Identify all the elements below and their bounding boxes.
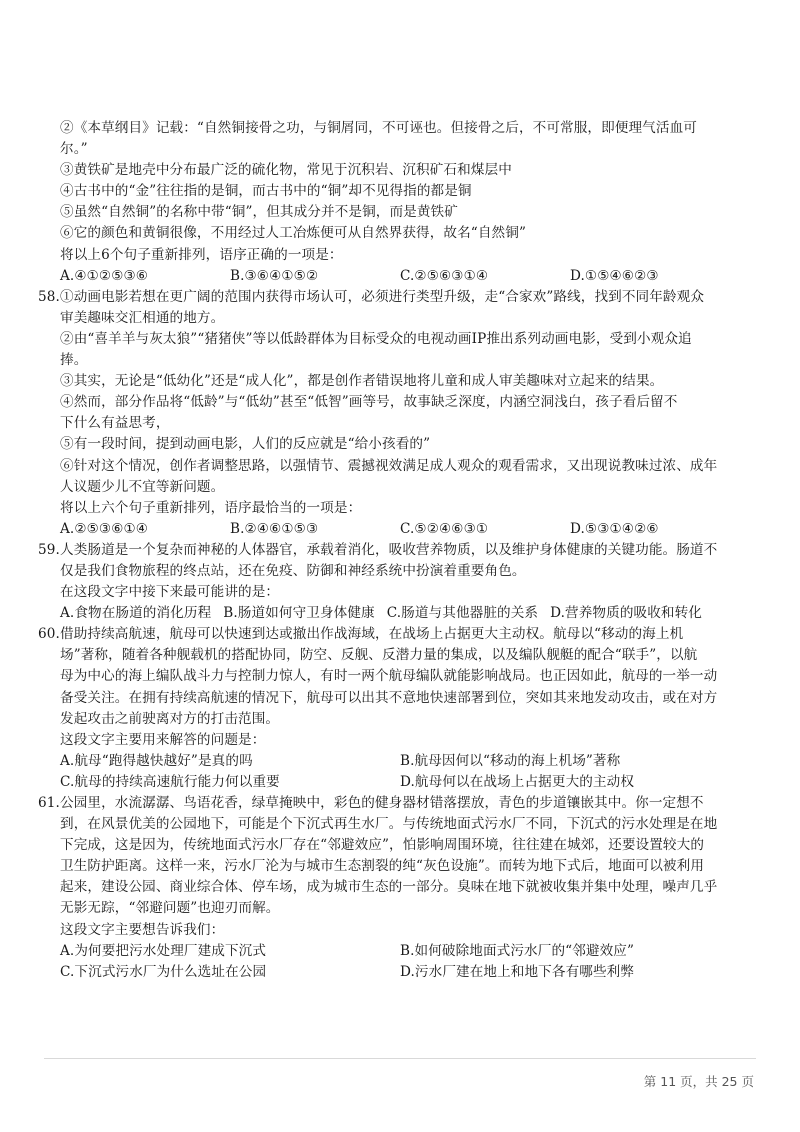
question-59: [38, 540, 763, 624]
q58-sentence-3: ③其实，无论是“低幼化”还是“成人化”，都是创作者错误地将儿童和成人审美趣味对立起来的结果。: [60, 373, 664, 390]
q60-options-row-2: [38, 772, 763, 793]
q60-option-c[interactable]: C.航母的持续高速航行能力何以重要: [60, 773, 280, 790]
q59-option-a[interactable]: A.食物在肠道的消化历程: [60, 605, 212, 622]
q60-prompt: 这段文字主要用来解答的问题是：: [60, 731, 266, 748]
q58-prompt: 将以上六个句子重新排列，语序最恰当的一项是：: [60, 499, 362, 516]
q58-sentence-2: ②由“喜羊羊与灰太狼”“猪猪侠”等以低龄群体为目标受众的电视动画IP推出系列动画电影，受到小观众追: [60, 330, 692, 347]
q61-text-line-2: 到，在风景优美的公园地下，可能是个下沉式再生水厂。与传统地面式污水厂不同，下沉式的污水处理是在地: [60, 816, 718, 833]
q61-options-row-1: [38, 941, 763, 962]
q61-option-a[interactable]: A.为何要把污水处理厂建成下沉式: [60, 942, 267, 959]
q59-text-line-2: 仅是我们食物旅程的终点站，还在免疫、防御和神经系统中扮演着重要角色。: [60, 562, 526, 579]
q57-sentence-3: ③黄铁矿是地壳中分布最广泛的硫化物，常见于沉积岩、沉积矿石和煤层中: [60, 162, 512, 179]
q59-options: [38, 603, 763, 624]
q60-text-line-5: 发起攻击之前驶离对方的打击范围。: [60, 710, 280, 727]
q57-sentence-5: ⑤虽然“自然铜”的名称中带“铜”，但其成分并不是铜，而是黄铁矿: [60, 204, 458, 221]
q57-sentence-2-cont: 尔。”: [60, 141, 88, 158]
q61-prompt: 这段文字主要想告诉我们：: [60, 921, 225, 938]
question-61: [38, 793, 763, 983]
q60-number: 60.: [38, 626, 60, 643]
q58-option-c[interactable]: C.⑤②④⑥③①: [400, 520, 489, 537]
q59-prompt: 在这段文字中接下来最可能讲的是：: [60, 584, 280, 601]
q58-sentence-4-cont: 下什么有益思考，: [60, 415, 170, 432]
q61-text-line-5: 起来，建设公园、商业综合体、停车场，成为城市生态的一部分。臭味在地下就被收集并集中处理，噪声几乎: [60, 879, 718, 896]
q60-text-line-1: 借助持续高航速，航母可以快速到达或撤出作战海域，在战场上占据更大主动权。航母以“移动的海上机: [60, 626, 684, 643]
q57-sentence-6: ⑥它的颜色和黄铜很像，不用经过人工冶炼便可从自然界获得，故名“自然铜”: [60, 225, 526, 242]
q61-option-d[interactable]: D.污水厂建在地上和地下各有哪些利弊: [400, 963, 635, 980]
q59-number: 59.: [38, 541, 60, 558]
q58-sentence-6: ⑥针对这个情况，创作者调整思路，以强情节、震撼视效满足成人观众的观看需求，又出现说教味过浓、成年: [60, 457, 718, 474]
question-60: [38, 624, 763, 793]
q60-option-b[interactable]: B.航母因何以“移动的海上机场”著称: [400, 752, 621, 769]
q57-option-b[interactable]: B.③⑥④①⑤②: [230, 267, 319, 284]
q58-options: [38, 519, 763, 540]
question-58: [38, 287, 763, 540]
q58-sentence-1: ①动画电影若想在更广阔的范围内获得市场认可，必须进行类型升级，走“合家欢”路线，找到不同年龄观众: [60, 288, 705, 305]
q57-option-a[interactable]: A.④①②⑤③⑥: [60, 267, 149, 284]
q57-option-d[interactable]: D.①⑤④⑥②③: [570, 267, 659, 284]
q58-sentence-6-cont: 人议题少儿不宜等新问题。: [60, 478, 225, 495]
q59-option-b[interactable]: B.肠道如何守卫身体健康: [223, 605, 375, 622]
q57-prompt: 将以上6个句子重新排列，语序正确的一项是：: [60, 246, 343, 263]
q57-option-c[interactable]: C.②⑤⑥③①④: [400, 267, 489, 284]
q61-number: 61.: [38, 795, 60, 811]
q57-sentence-4: ④古书中的“金”往往指的是铜，而古书中的“铜”却不见得指的都是铜: [60, 183, 472, 200]
q58-sentence-4: ④然而，部分作品将“低龄”与“低幼”甚至“低智”画等号，故事缺乏深度，内涵空洞浅白，孩子看后留不: [60, 394, 678, 411]
page-number: 第 11 页，共 25 页: [643, 1074, 754, 1089]
q60-option-a[interactable]: A.航母“跑得越快越好”是真的吗: [60, 752, 253, 769]
q61-options-row-2: [38, 962, 763, 983]
q58-number: 58.: [38, 288, 60, 305]
q61-option-c[interactable]: C.下沉式污水厂为什么选址在公园: [60, 963, 267, 980]
q58-sentence-1-cont: 审美趣味交汇相通的地方。: [60, 309, 225, 326]
q61-text-line-4: 卫生防护距离。这样一来，污水厂沦为与城市生态割裂的纯“灰色设施”。而转为地下式后，地面可以被利用: [60, 858, 705, 875]
q59-option-d[interactable]: D.营养物质的吸收和转化: [550, 605, 702, 622]
q60-text-line-4: 备受关注。在拥有持续高航速的情况下，航母可以出其不意地快速部署到位，突如其来地发动攻击，或在对方: [60, 689, 718, 706]
q61-text-line-1: 公园里，水流潺潺、鸟语花香，绿草掩映中，彩色的健身器材错落摆放，青色的步道镶嵌其中。你一定想不: [60, 795, 704, 811]
q59-text-line-1: 人类肠道是一个复杂而神秘的人体器官，承载着消化，吸收营养物质，以及维护身体健康的关键功能。肠道不: [60, 541, 718, 558]
footer-divider: [44, 1058, 756, 1059]
q58-sentence-5: ⑤有一段时间，提到动画电影，人们的反应就是“给小孩看的”: [60, 436, 431, 453]
q58-option-b[interactable]: B.②④⑥①⑤③: [230, 520, 319, 537]
q61-option-b[interactable]: B.如何破除地面式污水厂的“邻避效应”: [400, 942, 635, 959]
page-content: [38, 118, 763, 983]
q60-options-row-1: [38, 751, 763, 772]
q61-text-line-3: 下完成，这是因为，传统地面式污水厂存在“邻避效应”，怕影响周围环境，往往建在城郊，还要设置较大的: [60, 837, 705, 854]
question-57: [38, 118, 763, 287]
q60-text-line-3: 母为中心的海上编队战斗力与控制力惊人，有时一两个航母编队就能影响战局。也正因如此，航母的一举一动: [60, 668, 718, 685]
q61-text-line-6: 无影无踪，“邻避问题”也迎刃而解。: [60, 900, 280, 917]
q58-sentence-2-cont: 捧。: [60, 352, 88, 369]
q59-option-c[interactable]: C.肠道与其他器脏的关系: [386, 605, 539, 622]
q58-option-a[interactable]: A.②⑤③⑥①④: [60, 520, 149, 537]
q60-option-d[interactable]: D.航母何以在战场上占据更大的主动权: [400, 773, 635, 790]
q57-options: [38, 266, 763, 287]
q60-text-line-2: 场”著称，随着各种舰载机的搭配协同，防空、反舰、反潜力量的集成，以及编队舰艇的配合“联手”，以航: [60, 647, 698, 664]
q58-option-d[interactable]: D.⑤③①④②⑥: [570, 520, 659, 537]
q57-sentence-2: ②《本草纲目》记载：“自然铜接骨之功，与铜屑同，不可诬也。但接骨之后，不可常服，即便理气活血可: [60, 120, 697, 136]
